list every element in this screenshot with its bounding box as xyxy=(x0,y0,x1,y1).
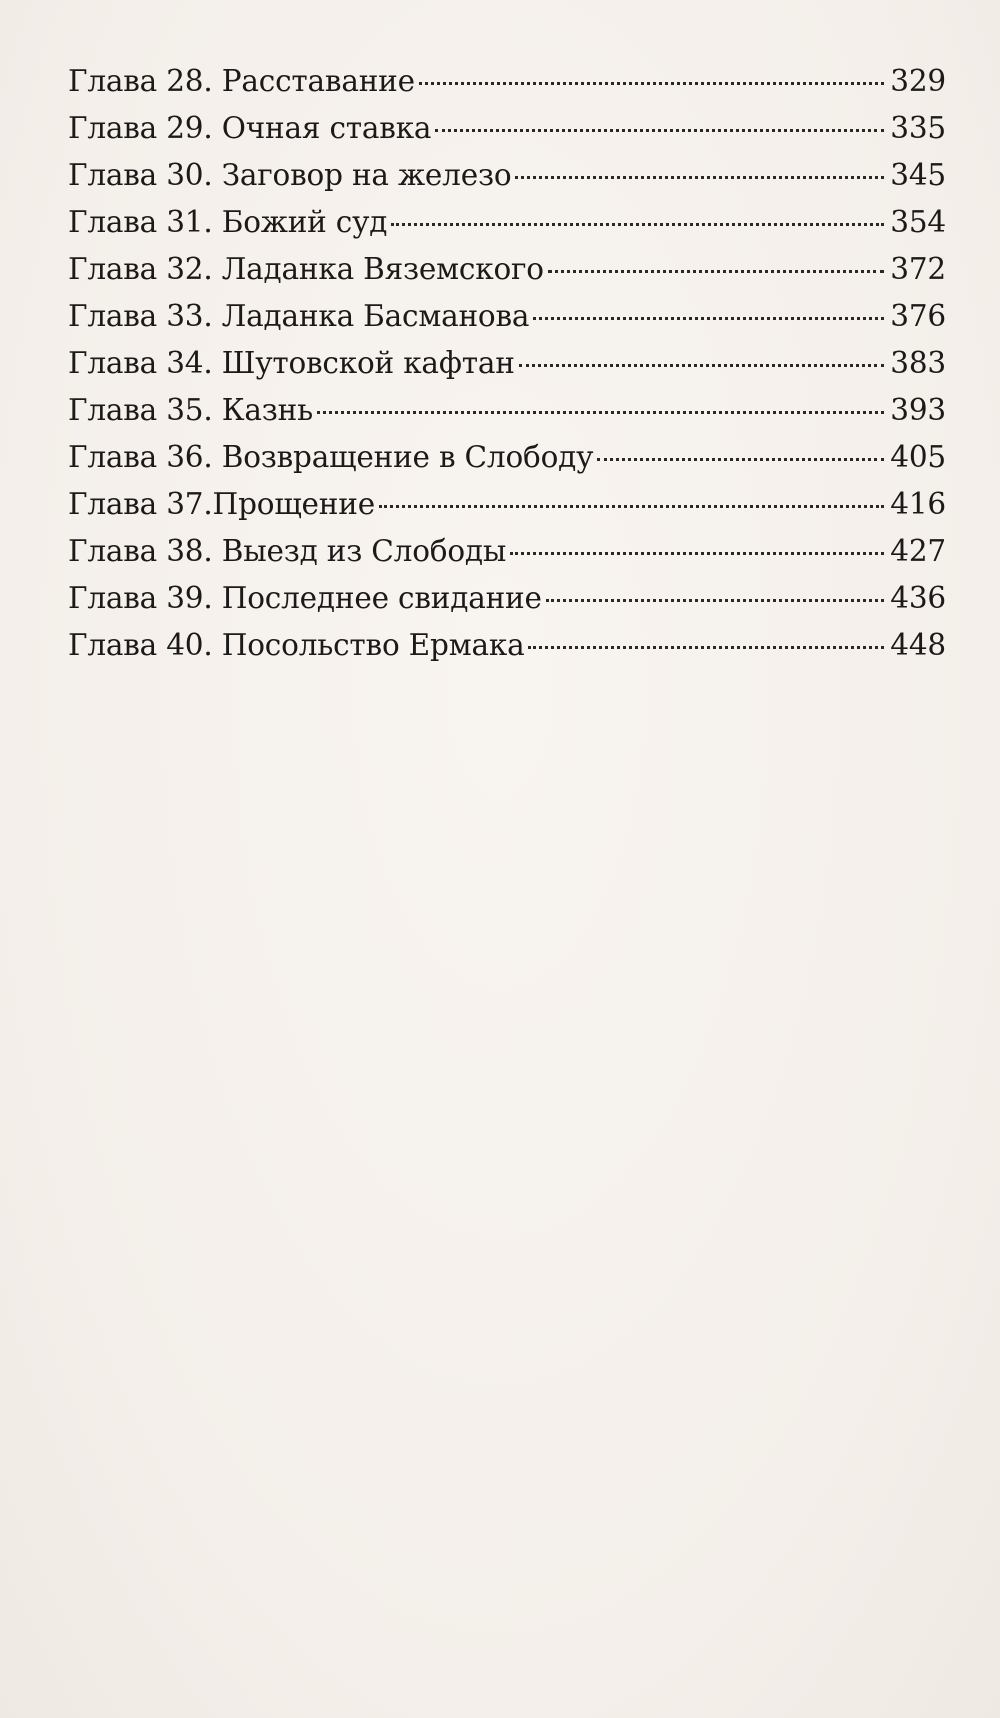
page-number: 436 xyxy=(890,581,946,615)
chapter-title: Глава 36. Возвращение в Слободу xyxy=(68,440,594,474)
toc-entry xyxy=(68,434,946,481)
chapter-title: Глава 33. Ладанка Басманова xyxy=(68,299,530,333)
chapter-title: Глава 31. Божий суд xyxy=(68,205,388,239)
dot-leader xyxy=(533,317,884,320)
toc-entry xyxy=(68,340,946,387)
dot-leader xyxy=(391,223,884,226)
chapter-title: Глава 38. Выезд из Слободы xyxy=(68,534,507,568)
dot-leader xyxy=(528,646,884,649)
page-number: 416 xyxy=(890,487,946,521)
page-number: 393 xyxy=(890,393,946,427)
chapter-title: Глава 35. Казнь xyxy=(68,393,313,427)
toc-entry xyxy=(68,199,946,246)
dot-leader xyxy=(435,129,884,132)
toc-entry xyxy=(68,293,946,340)
page-number: 376 xyxy=(890,299,946,333)
page-number: 372 xyxy=(890,252,946,286)
dot-leader xyxy=(379,505,884,508)
toc-entry xyxy=(68,387,946,434)
chapter-title: Глава 40. Посольство Ермака xyxy=(68,628,525,662)
dot-leader xyxy=(546,599,885,602)
toc-entry xyxy=(68,152,946,199)
dot-leader xyxy=(519,364,885,367)
table-of-contents xyxy=(68,58,946,669)
page-number: 335 xyxy=(890,111,946,145)
chapter-title: Глава 30. Заговор на железо xyxy=(68,158,512,192)
chapter-title: Глава 28. Расставание xyxy=(68,64,415,98)
dot-leader xyxy=(515,176,884,179)
page-number: 405 xyxy=(890,440,946,474)
toc-entry xyxy=(68,528,946,575)
dot-leader xyxy=(510,552,884,555)
toc-entry xyxy=(68,246,946,293)
page-number: 354 xyxy=(890,205,946,239)
chapter-title: Глава 29. Очная ставка xyxy=(68,111,432,145)
toc-entry xyxy=(68,481,946,528)
page-number: 383 xyxy=(890,346,946,380)
toc-entry xyxy=(68,622,946,669)
chapter-title: Глава 32. Ладанка Вяземского xyxy=(68,252,544,286)
chapter-title: Глава 34. Шутовской кафтан xyxy=(68,346,515,380)
chapter-title: Глава 39. Последнее свидание xyxy=(68,581,542,615)
dot-leader xyxy=(419,82,884,85)
page-number: 345 xyxy=(890,158,946,192)
dot-leader xyxy=(548,270,884,273)
dot-leader xyxy=(597,458,884,461)
toc-entry xyxy=(68,575,946,622)
page-number: 329 xyxy=(890,64,946,98)
page-number: 427 xyxy=(890,534,946,568)
chapter-title: Глава 37.Прощение xyxy=(68,487,375,521)
toc-entry xyxy=(68,105,946,152)
toc-entry xyxy=(68,58,946,105)
dot-leader xyxy=(317,411,884,414)
page-number: 448 xyxy=(890,628,946,662)
